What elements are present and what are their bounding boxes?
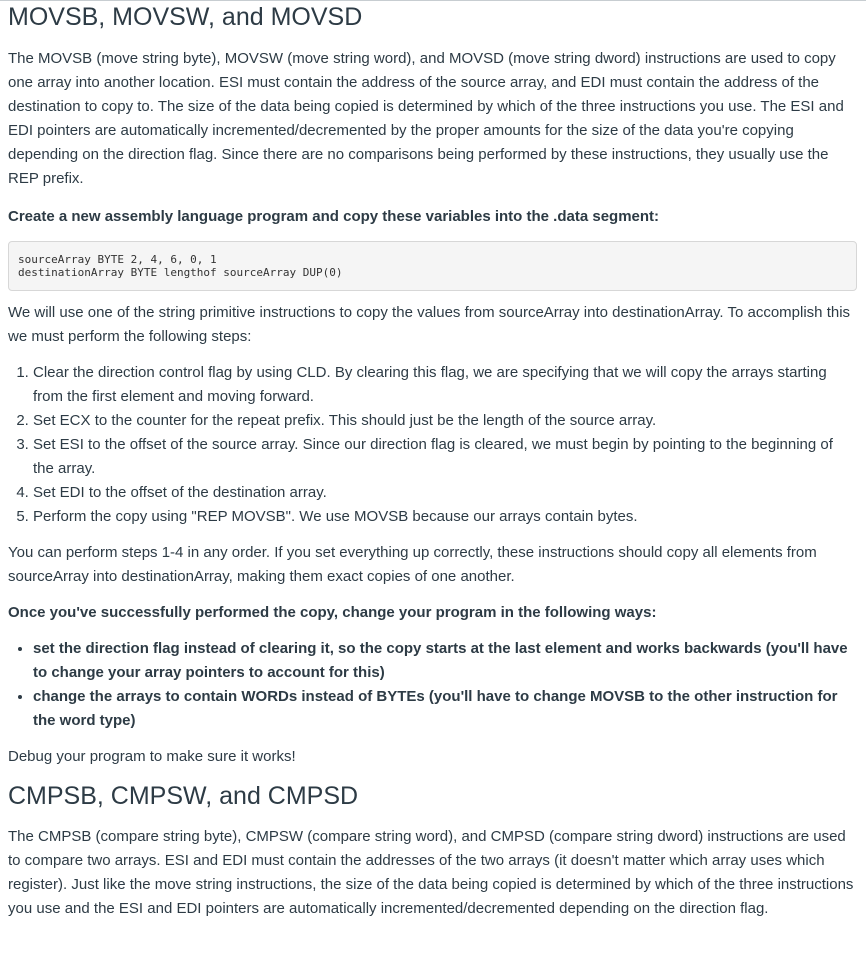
code-line: destinationArray BYTE lengthof sourceArray DUP(0) [18,266,343,279]
code-line: sourceArray BYTE 2, 4, 6, 0, 1 [18,253,217,266]
create-program-prompt: Create a new assembly language program and copy these variables into the .data segment: [8,208,660,225]
section-heading-movs: MOVSB, MOVSW, and MOVSD [8,3,363,31]
step-item: 1. Clear the direction control flag by using CLD. By clearing this flag, we are specifying that we will copy the arrays starting from the first element and moving forward. [33,361,857,409]
code-block[interactable] [8,241,857,291]
movs-intro-paragraph: The MOVSB (move string byte), MOVSW (move string word), and MOVSD (move string dword) instructions are used to copy one array into another location. ESI must contain the address of the source array, and EDI must contain the address of the destination to copy to. The size of the data being copied is determined by which of the three instructions you use. The ESI and EDI pointers are automatically incremented/decremented by the proper amounts for the size of the data you're copying depending on the direction flag. Since there are no comparisons being performed by these instructions, they usually use the REP prefix. [8,50,844,187]
changes-prompt: Once you've successfully performed the copy, change your program in the following ways: [8,604,657,621]
cmps-intro-paragraph: The CMPSB (compare string byte), CMPSW (compare string word), and CMPSD (compare string dword) instructions are used to compare two arrays. ESI and EDI must contain the addresses of the two arrays (it doesn't matter which array uses which register). Just like the move string instructions, the size of the data being copied is determined by which of the three instructions you use and the ESI and EDI pointers are automatically incremented/decremented depending on the direction flag. [8,828,854,917]
section-heading-cmps: CMPSB, CMPSW, and CMPSD [8,782,359,810]
change-item: • change the arrays to contain WORDs instead of BYTEs (you'll have to change MOVSB to the other instruction for the word type) [33,685,857,733]
step-item: 5. Perform the copy using "REP MOVSB". We use MOVSB because our arrays contain bytes. [33,505,857,529]
debug-paragraph: Debug your program to make sure it works! [8,748,296,765]
changes-list [8,637,857,733]
steps-list [8,361,857,529]
change-item: • set the direction flag instead of clearing it, so the copy starts at the last element and works backwards (you'll have to change your array pointers to account for this) [33,637,857,685]
step-item: 4. Set EDI to the offset of the destination array. [33,481,857,505]
step-item: 2. Set ECX to the counter for the repeat prefix. This should just be the length of the source array. [33,409,857,433]
step-item: 3. Set ESI to the offset of the source array. Since our direction flag is cleared, we must begin by pointing to the beginning of the array. [33,433,857,481]
steps-intro-paragraph: We will use one of the string primitive instructions to copy the values from sourceArray into destinationArray. To accomplish this we must perform the following steps: [8,304,851,345]
after-steps-paragraph: You can perform steps 1-4 in any order. If you set everything up correctly, these instructions should copy all elements from sourceArray into destinationArray, making them exact copies of one another. [8,544,817,585]
